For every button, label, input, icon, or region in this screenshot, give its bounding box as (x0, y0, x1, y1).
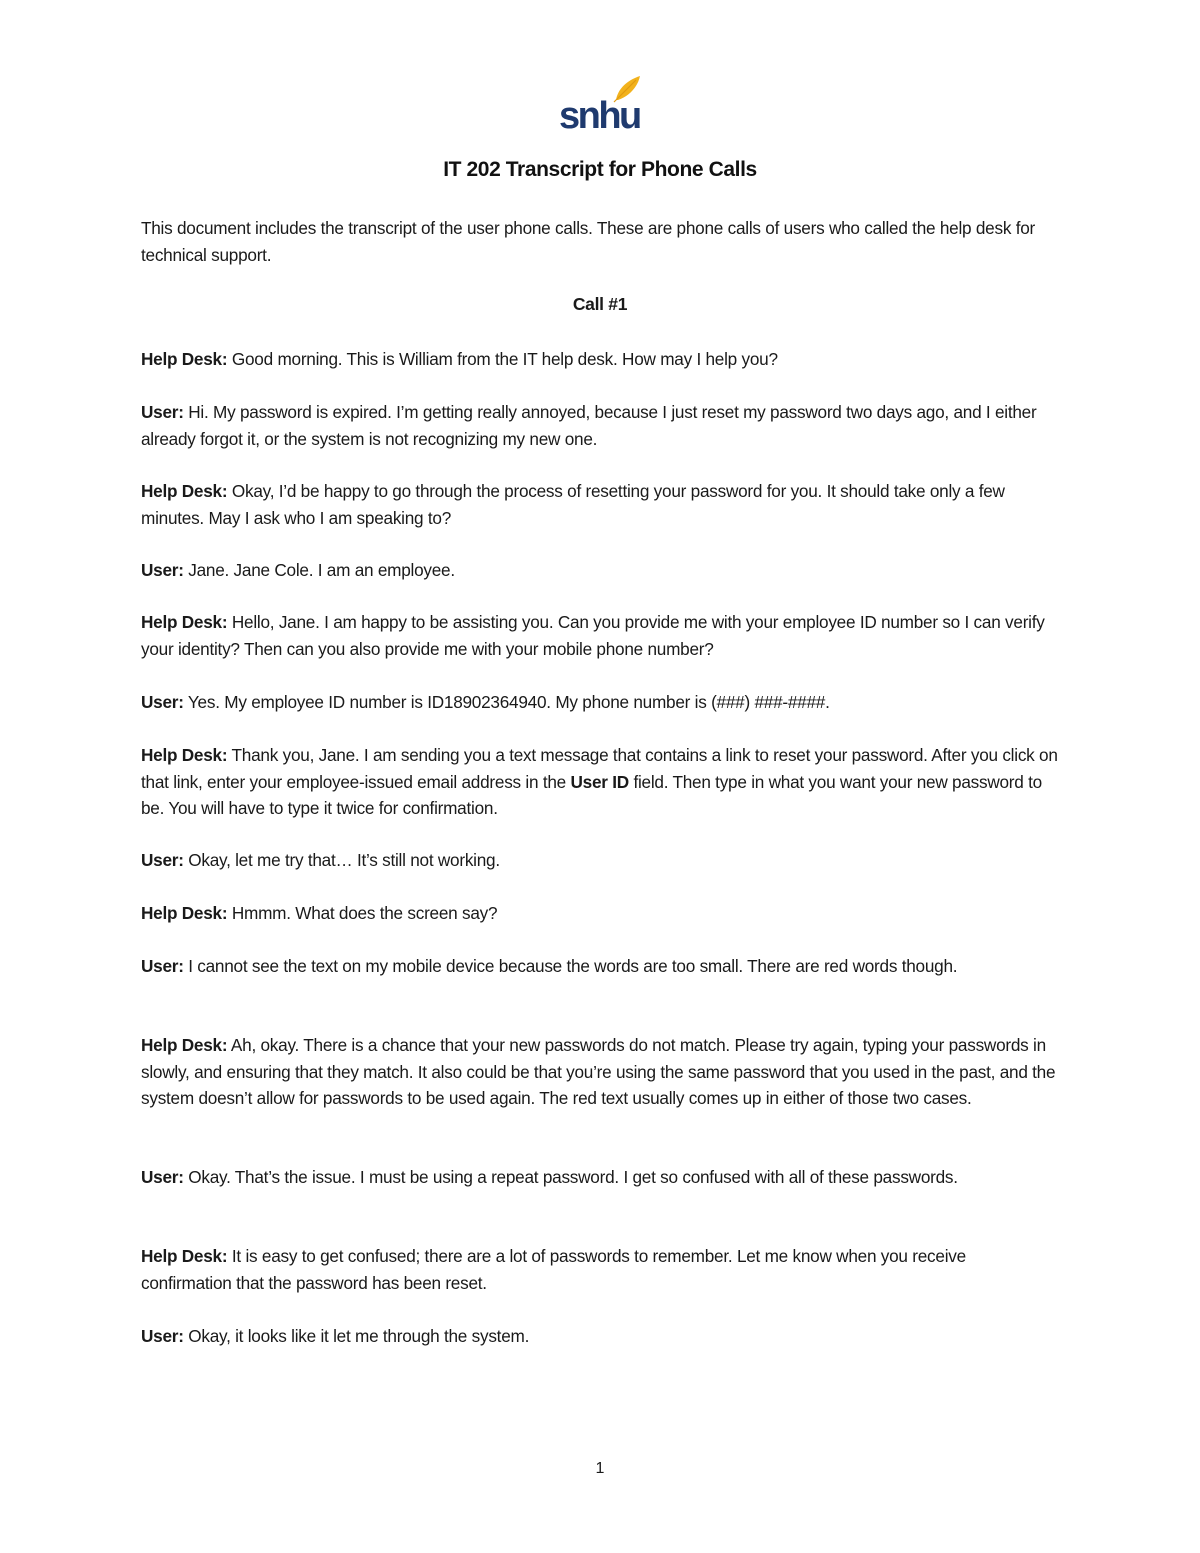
speaker-label: User: (141, 850, 184, 870)
line-text: Okay, let me try that… It’s still not working. (183, 850, 500, 870)
logo-text: snhu (559, 95, 640, 132)
speaker-label: Help Desk: (141, 1035, 228, 1055)
transcript-line (141, 557, 1061, 584)
transcript-line (141, 399, 1061, 452)
line-text: It is easy to get confused; there are a lot of passwords to remember. Let me know when you receive confirmation that the password has been reset. (141, 1246, 966, 1293)
speaker-label: Help Desk: (141, 1246, 228, 1266)
call-heading: Call #1 (572, 294, 628, 314)
document-title: IT 202 Transcript for Phone Calls (443, 158, 757, 181)
transcript-line (141, 1032, 1061, 1112)
speaker-label: User: (141, 1167, 184, 1187)
line-text: Okay, it looks like it let me through the system. (183, 1326, 530, 1346)
user-id-field-reference: User ID (570, 771, 629, 792)
line-text: Thank you, Jane. I am sending you a text message that contains a link to reset your password. After you click on that link, enter your employee-issued email address in the (141, 745, 1058, 792)
line-text: Hi. My password is expired. I’m getting really annoyed, because I just reset my password two days ago, and I either already forgot it, or the system is not recognizing my new one. (141, 402, 1037, 449)
transcript-line (141, 847, 1061, 874)
speaker-label: User: (141, 560, 184, 580)
line-text: Okay. That’s the issue. I must be using a repeat password. I get so confused with all of these passwords. (183, 1167, 958, 1187)
transcript-line (141, 478, 1061, 531)
transcript-line (141, 900, 1061, 927)
transcript-line (141, 346, 1061, 373)
line-text: field. Then type in what you want your new password to be. You will have to type it twice for confirmation. (141, 771, 1042, 818)
page-number: 1 (595, 1460, 605, 1477)
line-text: Ah, okay. There is a chance that your new passwords do not match. Please try again, typing your passwords in slowly, and ensuring that they match. It also could be that you’re using the same password that you used in the past, and the system doesn’t allow for passwords to be used again. The red text usually comes up in either of those two cases. (141, 1035, 1056, 1108)
line-text: Jane. Jane Cole. I am an employee. (183, 560, 455, 580)
speaker-label: User: (141, 1326, 184, 1346)
speaker-label: User: (141, 692, 184, 712)
line-text: Okay, I’d be happy to go through the process of resetting your password for you. It should take only a few minutes. May I ask who I am speaking to? (141, 481, 1005, 528)
intro-paragraph: This document includes the transcript of the user phone calls. These are phone calls of users who called the help desk for technical support. (141, 218, 1036, 265)
speaker-label: Help Desk: (141, 481, 228, 501)
line-text: Good morning. This is William from the IT help desk. How may I help you? (227, 349, 778, 369)
snhu-logo (558, 74, 642, 132)
line-text: Yes. My employee ID number is ID18902364940. My phone number is (###) ###-####. (183, 692, 830, 712)
line-text: I cannot see the text on my mobile device because the words are too small. There are red words though. (183, 956, 958, 976)
leaf-icon (558, 74, 642, 132)
transcript-line (141, 609, 1061, 662)
speaker-label: Help Desk: (141, 903, 228, 923)
line-text: Hmmm. What does the screen say? (227, 903, 498, 923)
speaker-label: Help Desk: (141, 745, 228, 765)
speaker-label: User: (141, 956, 184, 976)
transcript-line (141, 742, 1061, 822)
speaker-label: User: (141, 402, 184, 422)
transcript-line (141, 1243, 1061, 1296)
line-text: Hello, Jane. I am happy to be assisting you. Can you provide me with your employee ID number so I can verify your identity? Then can you also provide me with your mobile phone number? (141, 612, 1045, 659)
transcript-line (141, 1164, 1061, 1191)
transcript-line (141, 1323, 1061, 1350)
transcript-line (141, 953, 1061, 980)
transcript-line (141, 689, 1061, 716)
speaker-label: Help Desk: (141, 349, 228, 369)
speaker-label: Help Desk: (141, 612, 228, 632)
